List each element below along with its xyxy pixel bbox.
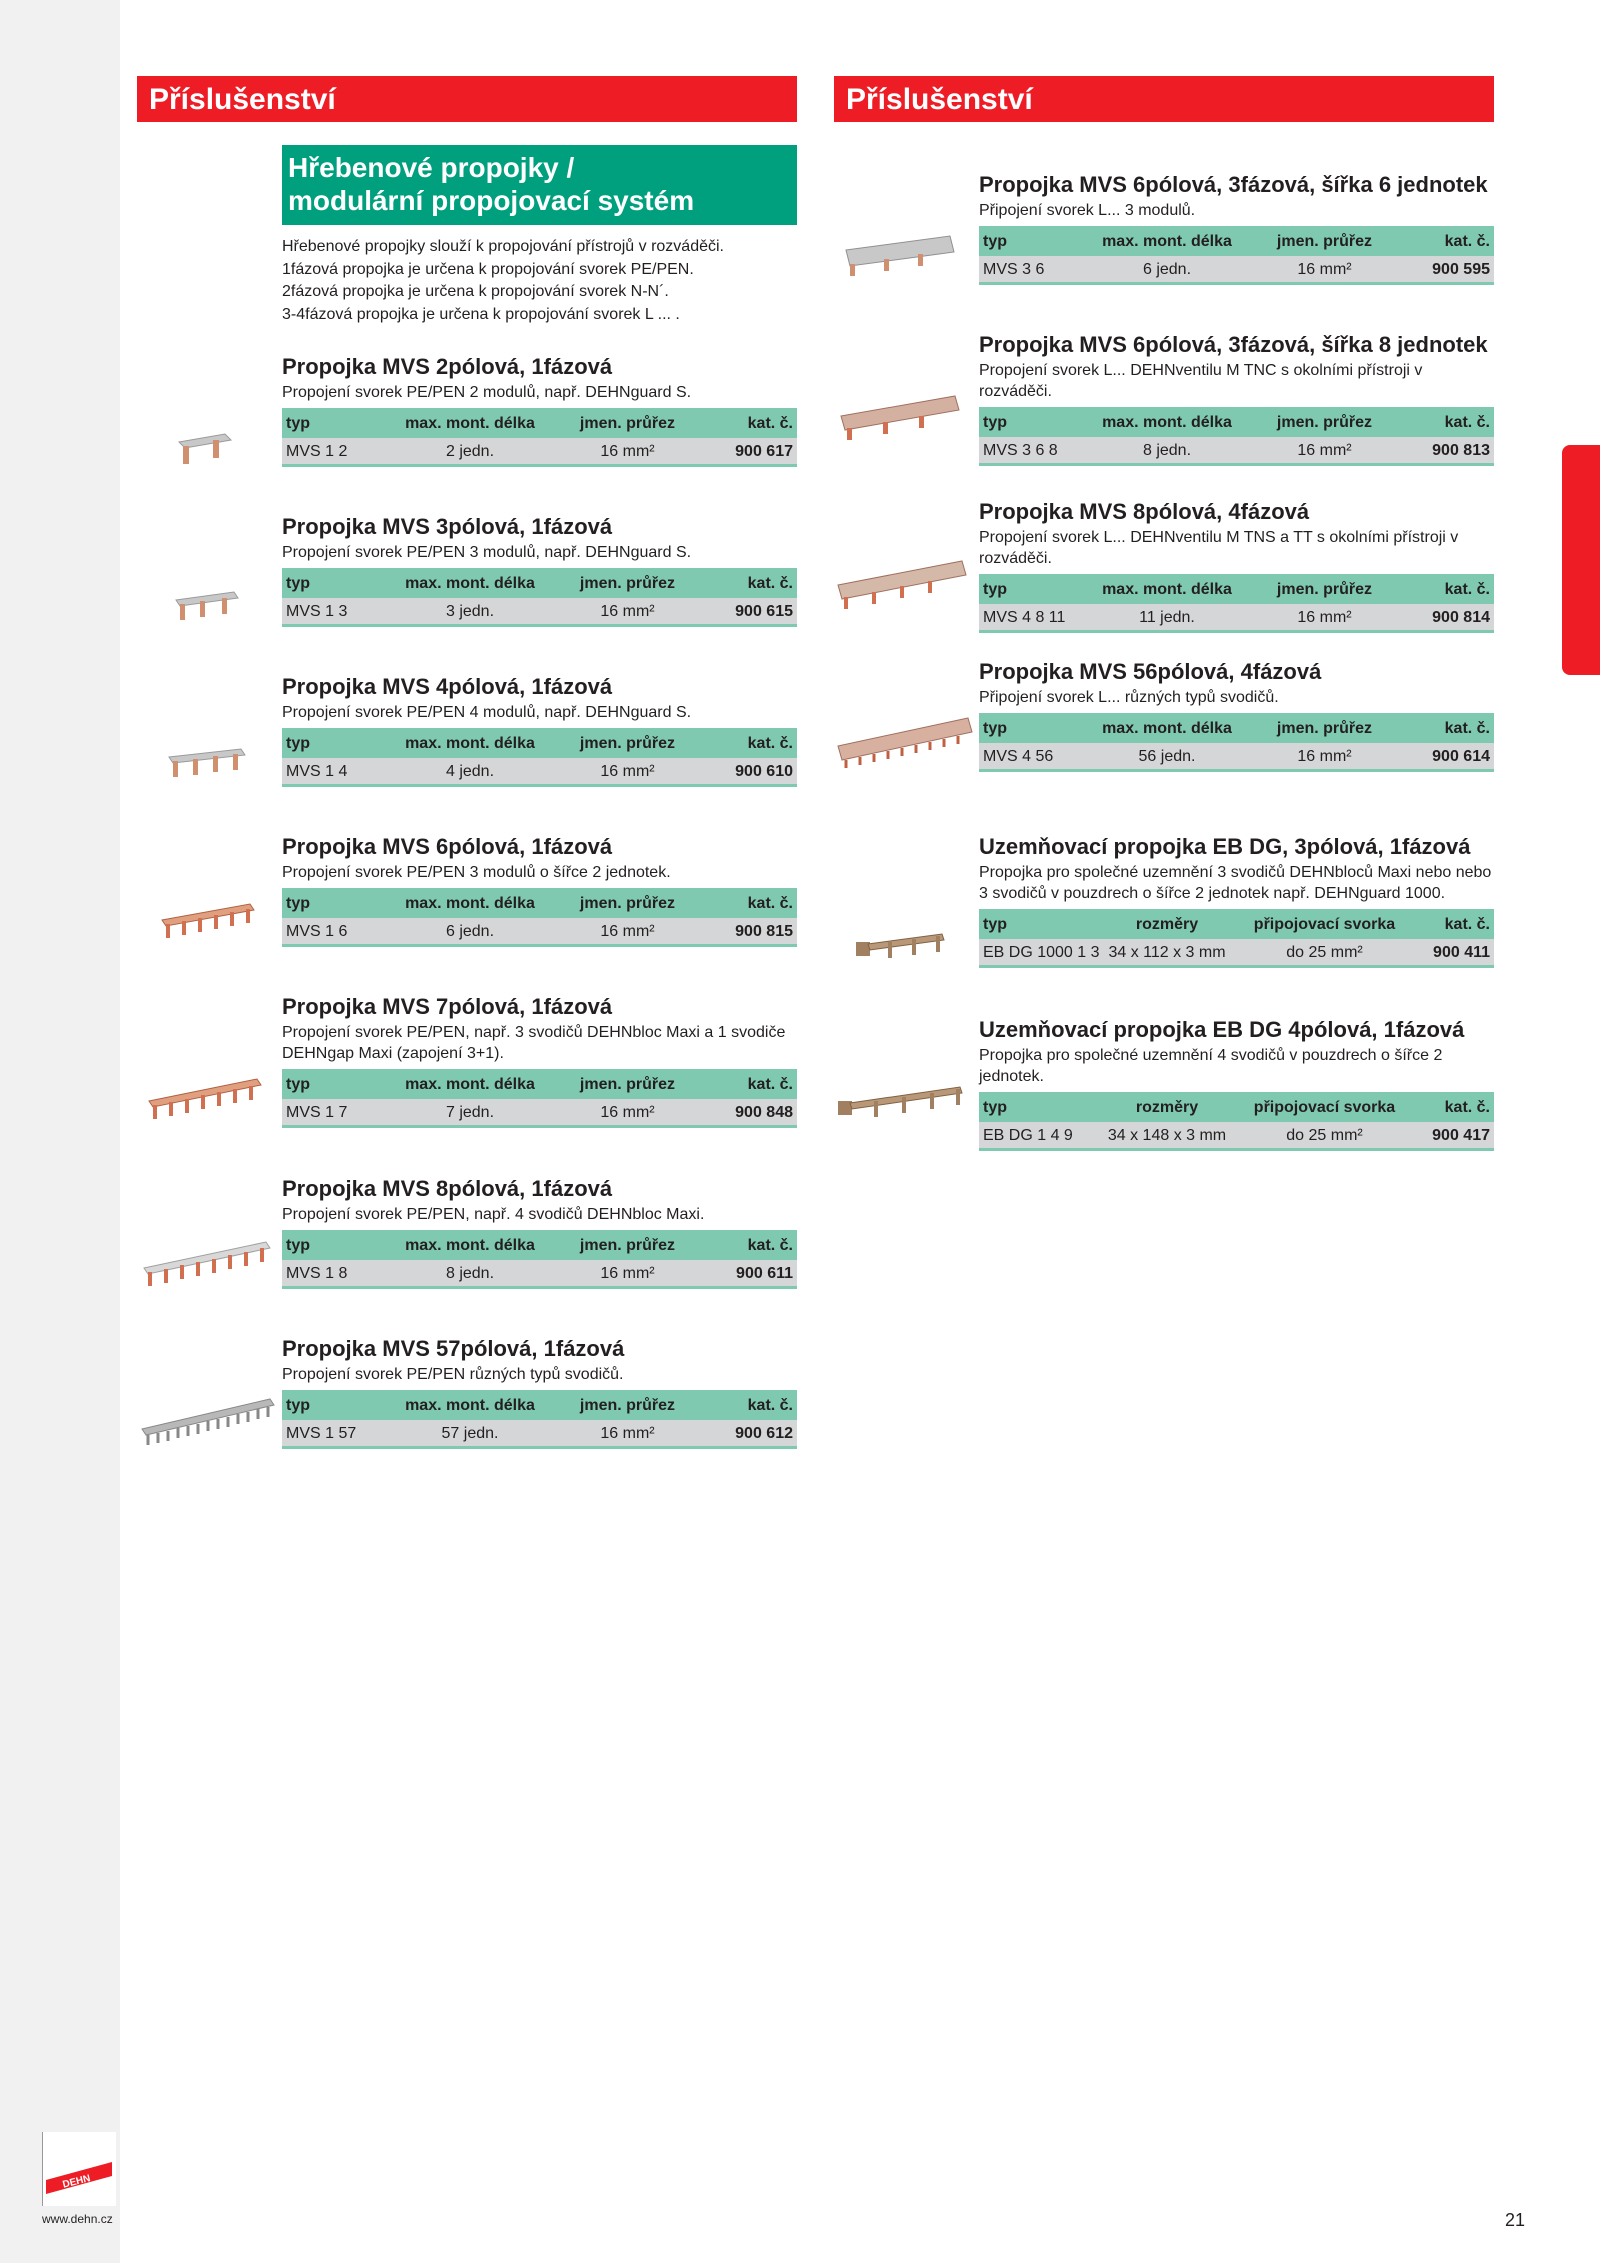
table-header: [979, 407, 1494, 437]
product-description: Připojení svorek L... 3 modulů.: [979, 202, 1196, 219]
col-typ: typ: [983, 581, 1007, 598]
cell-kat: 900 595: [1432, 261, 1490, 278]
busbar-2pole-image: [175, 430, 235, 470]
table-row: [979, 743, 1494, 772]
col-delka: max. mont. délka: [405, 1397, 535, 1414]
busbar-3pole-image: [172, 588, 242, 628]
cell-svorka: do 25 mm²: [1286, 1127, 1363, 1144]
table-row: [979, 1122, 1494, 1151]
section-header-right: Příslušenství: [834, 76, 1494, 122]
table-row: [282, 758, 797, 787]
col-kat: kat. č.: [747, 575, 793, 592]
product-title: Propojka MVS 3pólová, 1fázová: [282, 514, 613, 539]
table-header: [979, 713, 1494, 743]
earthing-busbar-3pole-image: [850, 920, 950, 970]
table-header: [282, 1069, 797, 1099]
col-kat: kat. č.: [1444, 916, 1490, 933]
table-row: [282, 1260, 797, 1289]
product-block: [282, 674, 797, 787]
product-block: [282, 354, 797, 467]
product-description: Propojení svorek L... DEHNventilu M TNC s okolními přístroji v rozváděči.: [979, 362, 1423, 400]
table-row: [282, 438, 797, 467]
cell-kat: 900 815: [735, 923, 793, 940]
busbar-7pole-image: [145, 1075, 265, 1135]
cell-typ: MVS 4 8 11: [983, 609, 1066, 626]
col-typ: typ: [286, 895, 310, 912]
intro-text: [282, 236, 802, 326]
cell-kat: 900 614: [1432, 748, 1490, 765]
cell-prurez: 16 mm²: [600, 923, 655, 940]
product-title: Propojka MVS 7pólová, 1fázová: [282, 994, 613, 1019]
dehn-logo-text: DEHN: [61, 2173, 92, 2191]
col-prurez: jmen. průřez: [1276, 581, 1373, 598]
busbar-4phase-8pole-image: [832, 555, 972, 615]
cell-typ: EB DG 1000 1 3: [983, 944, 1100, 961]
cell-prurez: 16 mm²: [1297, 261, 1352, 278]
cell-delka: 2 jedn.: [445, 443, 495, 460]
busbar-57pole-image: [138, 1395, 278, 1455]
cell-prurez: 16 mm²: [600, 443, 655, 460]
table-header: [282, 888, 797, 918]
cell-typ: MVS 1 57: [286, 1425, 357, 1442]
table-header: [282, 1390, 797, 1420]
product-block: [979, 332, 1494, 466]
product-table: [979, 226, 1494, 285]
col-kat: kat. č.: [747, 1397, 793, 1414]
cell-prurez: 16 mm²: [600, 1425, 655, 1442]
cell-typ: MVS 1 4: [286, 763, 348, 780]
product-description: Propojení svorek PE/PEN, např. 4 svodičů DEHNbloc Maxi.: [282, 1206, 705, 1223]
col-delka: max. mont. délka: [1102, 233, 1232, 250]
cell-delka: 3 jedn.: [445, 603, 495, 620]
cell-kat: 900 611: [736, 1265, 793, 1282]
product-title: Propojka MVS 6pólová, 3fázová, šířka 8 jednotek: [979, 332, 1488, 357]
col-typ: typ: [286, 1397, 310, 1414]
product-table: [282, 888, 797, 947]
col-delka: max. mont. délka: [1102, 414, 1232, 431]
product-block: [282, 994, 797, 1128]
section-header-left: Příslušenství: [137, 76, 797, 122]
intro-text-line: 3-4fázová propojka je určena k propojování svorek L ... .: [282, 305, 680, 323]
product-block: [979, 499, 1494, 633]
product-title: Propojka MVS 8pólová, 1fázová: [282, 1176, 613, 1201]
table-row: [979, 939, 1494, 968]
cell-typ: MVS 1 2: [286, 443, 348, 460]
cell-delka: 11 jedn.: [1139, 609, 1195, 626]
cell-kat: 900 417: [1432, 1127, 1490, 1144]
cell-delka: 8 jedn.: [445, 1265, 495, 1282]
product-description: Propojení svorek PE/PEN 3 modulů o šířce 2 jednotek.: [282, 864, 671, 881]
product-title: Propojka MVS 4pólová, 1fázová: [282, 674, 613, 699]
table-header: [979, 909, 1494, 939]
col-kat: kat. č.: [747, 1076, 793, 1093]
busbar-3phase-6unit-image: [840, 230, 960, 285]
product-title: Propojka MVS 8pólová, 4fázová: [979, 499, 1310, 524]
product-table: [979, 909, 1494, 968]
col-kat: kat. č.: [747, 415, 793, 432]
col-delka: max. mont. délka: [1102, 720, 1232, 737]
table-header: [282, 728, 797, 758]
product-description: Propojení svorek L... DEHNventilu M TNS a TT s okolními přístroji v rozváděči.: [979, 529, 1459, 567]
product-title: Propojka MVS 2pólová, 1fázová: [282, 354, 613, 379]
cell-prurez: 16 mm²: [600, 763, 655, 780]
product-title: Uzemňovací propojka EB DG, 3pólová, 1fázová: [979, 834, 1471, 859]
busbar-6pole-image: [158, 900, 258, 950]
product-table: [282, 1390, 797, 1449]
table-row: [979, 604, 1494, 633]
busbar-4pole-image: [165, 745, 250, 787]
product-block: [282, 1176, 797, 1289]
product-title: Propojka MVS 56pólová, 4fázová: [979, 659, 1322, 684]
col-kat: kat. č.: [747, 895, 793, 912]
col-kat: kat. č.: [747, 1237, 793, 1254]
cell-delka: 6 jedn.: [1142, 261, 1192, 278]
col-kat: kat. č.: [747, 735, 793, 752]
earthing-busbar-4pole-image: [832, 1075, 967, 1130]
col-typ: typ: [286, 575, 310, 592]
cell-kat: 900 617: [735, 443, 793, 460]
cell-kat: 900 814: [1432, 609, 1490, 626]
col-typ: typ: [286, 1237, 310, 1254]
footer-url: www.dehn.cz: [42, 2212, 113, 2226]
col-typ: typ: [983, 720, 1007, 737]
product-description: Propojení svorek PE/PEN 3 modulů, např. DEHNguard S.: [282, 544, 692, 561]
cell-svorka: do 25 mm²: [1286, 944, 1363, 961]
product-description: Propojka pro společné uzemnění 3 svodičů DEHNbloců Maxi nebo nebo 3 svodičů v pouzdrech o šířce 2 jednotek např. DEHNguard 1000.: [979, 864, 1492, 902]
cell-kat: 900 411: [1433, 944, 1490, 961]
intro-text-line: 1fázová propojka je určena k propojování svorek PE/PEN.: [282, 260, 694, 278]
cell-typ: MVS 3 6 8: [983, 442, 1058, 459]
table-header: [979, 1092, 1494, 1122]
col-typ: typ: [983, 916, 1007, 933]
col-typ: typ: [983, 233, 1007, 250]
busbar-8pole-image: [140, 1238, 275, 1298]
table-row: [979, 437, 1494, 466]
product-description: Propojka pro společné uzemnění 4 svodičů v pouzdrech o šířce 2 jednotek.: [979, 1047, 1443, 1085]
cell-kat: 900 612: [735, 1425, 793, 1442]
col-prurez: jmen. průřez: [579, 1397, 676, 1414]
product-table: [979, 713, 1494, 772]
cell-kat: 900 848: [735, 1104, 793, 1121]
col-svorka: připojovací svorka: [1253, 1099, 1396, 1116]
col-delka: max. mont. délka: [1102, 581, 1232, 598]
cell-delka: 6 jedn.: [445, 923, 495, 940]
intro-text-line: 2fázová propojka je určena k propojování svorek N-N´.: [282, 283, 669, 300]
page-number: 21: [1505, 2210, 1526, 2230]
cell-delka: 56 jedn.: [1138, 748, 1196, 765]
product-block: [282, 1336, 797, 1449]
col-rozmery: rozměry: [1135, 916, 1199, 933]
product-description: Propojení svorek PE/PEN, např. 3 svodičů DEHNbloc Maxi a 1 svodiče DEHNgap Maxi (zapojení 3+1).: [282, 1024, 786, 1062]
table-header: [979, 574, 1494, 604]
cell-prurez: 16 mm²: [1297, 442, 1352, 459]
table-header: [282, 1230, 797, 1260]
table-header: [282, 408, 797, 438]
cell-prurez: 16 mm²: [600, 1104, 655, 1121]
col-prurez: jmen. průřez: [579, 1237, 676, 1254]
col-prurez: jmen. průřez: [579, 415, 676, 432]
col-delka: max. mont. délka: [405, 575, 535, 592]
col-kat: kat. č.: [1444, 581, 1490, 598]
intro-title-line: modulární propojovací systém: [288, 185, 695, 216]
cell-kat: 900 610: [735, 763, 793, 780]
product-description: Připojení svorek L... různých typů svodičů.: [979, 689, 1279, 706]
cell-typ: MVS 4 56: [983, 748, 1054, 765]
col-kat: kat. č.: [1444, 720, 1490, 737]
cell-typ: MVS 1 8: [286, 1265, 348, 1282]
product-block: [979, 1017, 1494, 1151]
col-prurez: jmen. průřez: [1276, 720, 1373, 737]
dehn-logo: [42, 2132, 116, 2206]
col-kat: kat. č.: [1444, 414, 1490, 431]
table-row: [282, 1420, 797, 1449]
product-table: [282, 1230, 797, 1289]
col-rozmery: rozměry: [1135, 1099, 1199, 1116]
cell-prurez: 16 mm²: [1297, 609, 1352, 626]
product-table: [979, 1092, 1494, 1151]
col-prurez: jmen. průřez: [579, 895, 676, 912]
col-typ: typ: [286, 1076, 310, 1093]
cell-typ: MVS 1 7: [286, 1104, 348, 1121]
cell-prurez: 16 mm²: [1297, 748, 1352, 765]
product-block: [282, 514, 797, 627]
left-margin-strip: [0, 0, 120, 2263]
cell-rozmery: 34 x 148 x 3 mm: [1107, 1127, 1227, 1144]
col-typ: typ: [286, 735, 310, 752]
product-block: [979, 659, 1494, 772]
col-delka: max. mont. délka: [405, 895, 535, 912]
cell-prurez: 16 mm²: [600, 603, 655, 620]
cell-typ: MVS 1 6: [286, 923, 348, 940]
product-table: [282, 728, 797, 787]
col-prurez: jmen. průřez: [579, 735, 676, 752]
cell-typ: EB DG 1 4 9: [983, 1127, 1073, 1144]
table-header: [282, 568, 797, 598]
product-description: Propojení svorek PE/PEN různých typů svodičů.: [282, 1366, 624, 1383]
cell-delka: 7 jedn.: [445, 1104, 495, 1121]
col-delka: max. mont. délka: [405, 1076, 535, 1093]
table-header: [979, 226, 1494, 256]
busbar-3phase-8unit-image: [835, 390, 965, 450]
intro-text-line: Hřebenové propojky slouží k propojování přístrojů v rozváděči.: [282, 238, 724, 255]
cell-typ: MVS 3 6: [983, 261, 1045, 278]
product-table: [282, 568, 797, 627]
cell-typ: MVS 1 3: [286, 603, 348, 620]
product-table: [282, 1069, 797, 1128]
product-table: [282, 408, 797, 467]
product-block: [282, 834, 797, 947]
col-prurez: jmen. průřez: [579, 1076, 676, 1093]
col-kat: kat. č.: [1444, 1099, 1490, 1116]
cell-delka: 57 jedn.: [441, 1425, 499, 1442]
product-block: [979, 834, 1494, 968]
cell-prurez: 16 mm²: [600, 1265, 655, 1282]
col-svorka: připojovací svorka: [1253, 916, 1396, 933]
intro-title-line: Hřebenové propojky /: [288, 152, 575, 183]
col-prurez: jmen. průřez: [1276, 233, 1373, 250]
product-table: [979, 574, 1494, 633]
cell-kat: 900 813: [1432, 442, 1490, 459]
product-description: Propojení svorek PE/PEN 4 modulů, např. DEHNguard S.: [282, 704, 692, 721]
table-row: [282, 918, 797, 947]
product-block: [979, 172, 1494, 285]
cell-delka: 4 jedn.: [445, 763, 495, 780]
col-kat: kat. č.: [1444, 233, 1490, 250]
col-typ: typ: [286, 415, 310, 432]
col-delka: max. mont. délka: [405, 415, 535, 432]
product-table: [979, 407, 1494, 466]
table-row: [282, 598, 797, 627]
intro-title-box: [282, 145, 797, 225]
product-description: Propojení svorek PE/PEN 2 modulů, např. DEHNguard S.: [282, 384, 692, 401]
col-prurez: jmen. průřez: [579, 575, 676, 592]
product-title: Propojka MVS 6pólová, 3fázová, šířka 6 jednotek: [979, 172, 1488, 197]
table-row: [282, 1099, 797, 1128]
col-typ: typ: [983, 1099, 1007, 1116]
cell-rozmery: 34 x 112 x 3 mm: [1108, 944, 1226, 961]
col-typ: typ: [983, 414, 1007, 431]
table-row: [979, 256, 1494, 285]
chapter-tab: [1562, 445, 1600, 675]
col-delka: max. mont. délka: [405, 1237, 535, 1254]
col-prurez: jmen. průřez: [1276, 414, 1373, 431]
product-title: Propojka MVS 6pólová, 1fázová: [282, 834, 613, 859]
busbar-4phase-56pole-image: [832, 712, 977, 772]
product-title: Uzemňovací propojka EB DG 4pólová, 1fázová: [979, 1017, 1465, 1042]
cell-delka: 8 jedn.: [1142, 442, 1192, 459]
col-delka: max. mont. délka: [405, 735, 535, 752]
cell-kat: 900 615: [735, 603, 793, 620]
product-title: Propojka MVS 57pólová, 1fázová: [282, 1336, 625, 1361]
